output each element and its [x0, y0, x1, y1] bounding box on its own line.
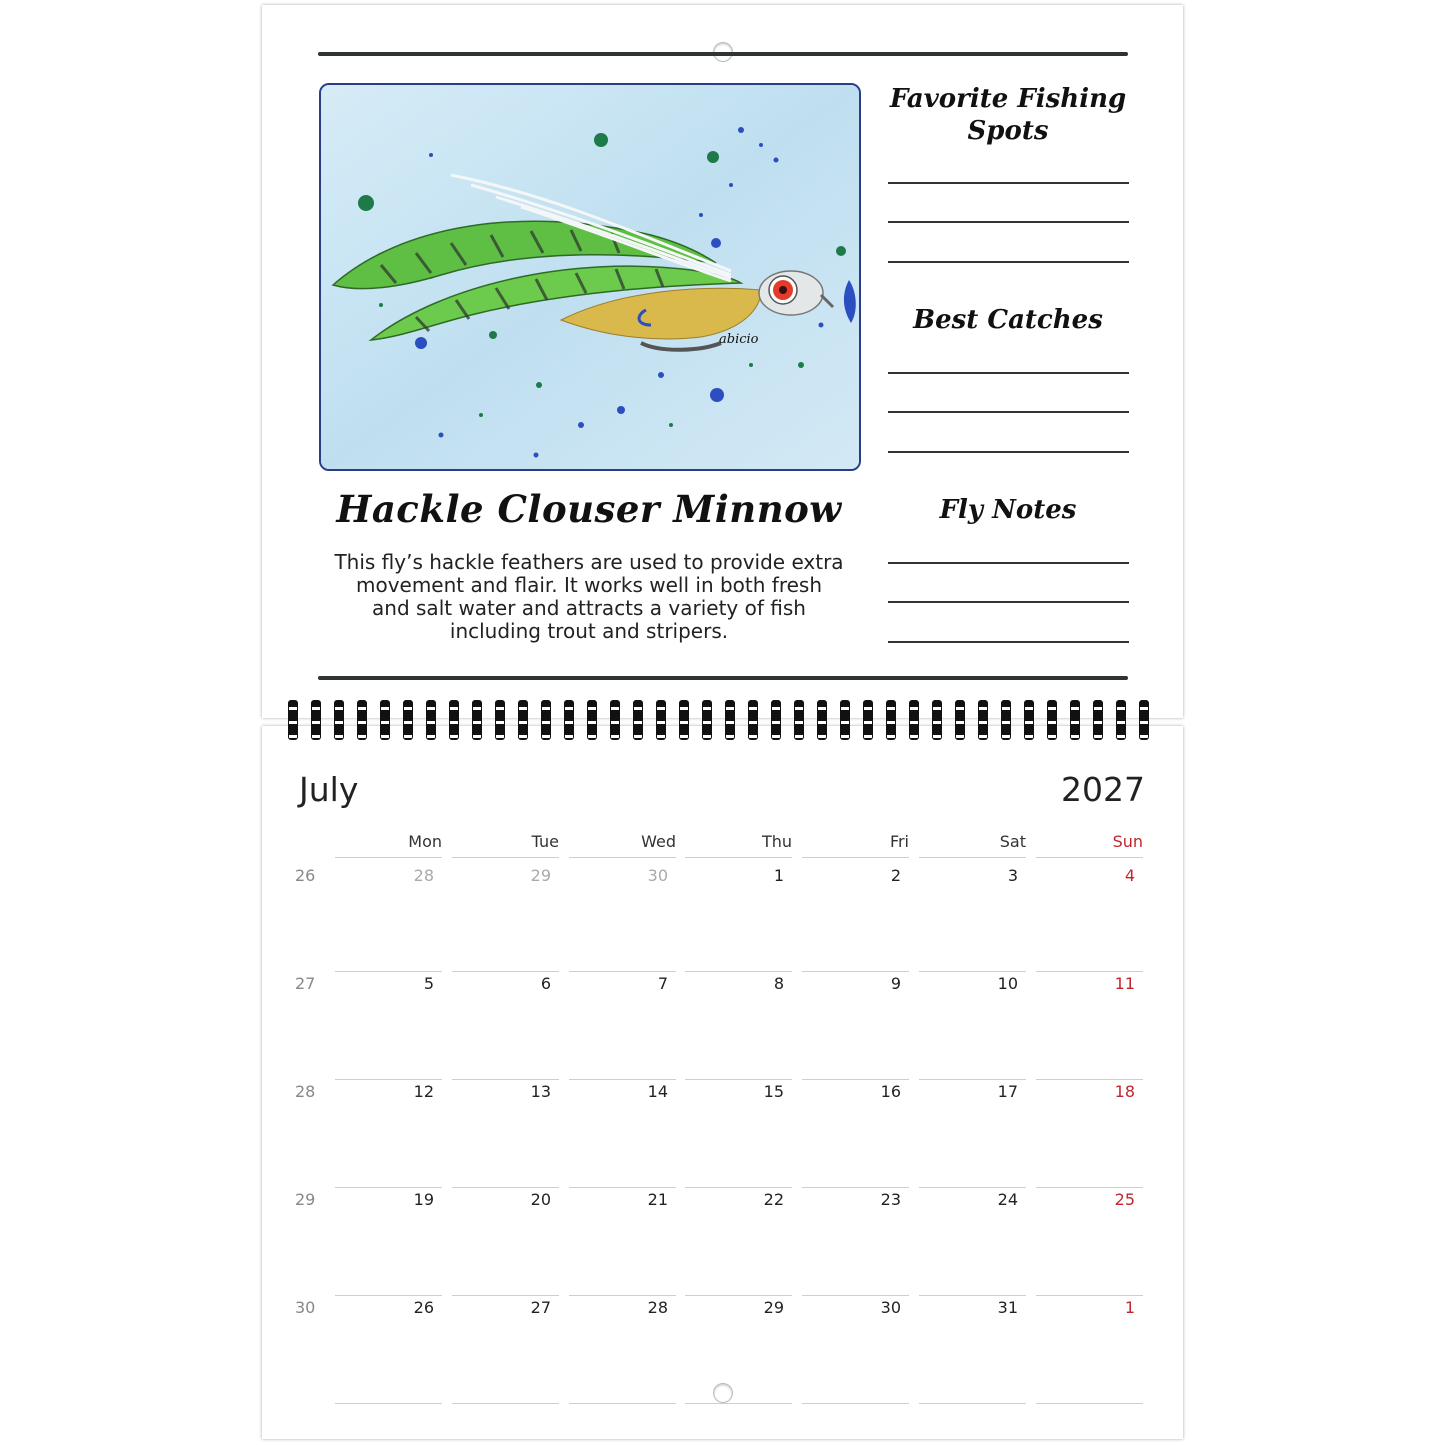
day-cell[interactable] — [919, 864, 1026, 972]
cell-divider — [802, 1403, 909, 1404]
day-number: 30 — [647, 866, 668, 885]
day-cell[interactable] — [919, 972, 1026, 1080]
day-cell[interactable] — [452, 864, 559, 972]
binding-ring — [679, 700, 689, 740]
day-number: 9 — [890, 974, 901, 993]
day-cell[interactable] — [1036, 864, 1143, 972]
day-number: 12 — [413, 1082, 434, 1101]
day-cell[interactable] — [569, 972, 676, 1080]
day-number: 15 — [763, 1082, 784, 1101]
write-line[interactable] — [888, 601, 1129, 603]
day-number: 13 — [530, 1082, 551, 1101]
binding-ring — [932, 700, 942, 740]
section-title-fly-notes: Fly Notes — [939, 495, 1077, 525]
binding-ring — [1047, 700, 1057, 740]
fly-description: This fly’s hackle feathers are used to provide extra movement and flair. It works well in both fresh and salt water and attracts a variety of fish including trout and stripers. — [334, 550, 844, 643]
day-number: 26 — [413, 1298, 434, 1317]
binding-ring — [771, 700, 781, 740]
weekday-header: Thu — [685, 832, 792, 858]
day-number: 21 — [647, 1190, 668, 1209]
cell-divider — [335, 1403, 442, 1404]
day-number: 6 — [540, 974, 551, 993]
day-cell[interactable] — [335, 1296, 442, 1404]
day-number: 16 — [880, 1082, 901, 1101]
binding-ring — [656, 700, 666, 740]
day-number: 4 — [1124, 866, 1135, 885]
cell-divider — [1036, 1403, 1143, 1404]
binding-ring — [541, 700, 551, 740]
day-number: 3 — [1007, 866, 1018, 885]
day-cell[interactable] — [685, 1296, 792, 1404]
binding-ring — [794, 700, 804, 740]
cell-divider — [685, 1403, 792, 1404]
binding-ring — [978, 700, 988, 740]
binding-ring — [426, 700, 436, 740]
day-number: 14 — [647, 1082, 668, 1101]
day-number: 1 — [1124, 1298, 1135, 1317]
top-divider — [318, 52, 1128, 56]
day-cell[interactable] — [452, 1296, 559, 1404]
month-label: July — [299, 770, 359, 809]
day-cell[interactable] — [919, 1296, 1026, 1404]
binding-ring — [863, 700, 873, 740]
binding-ring — [886, 700, 896, 740]
spiral-binding — [288, 700, 1158, 742]
section-title-best-catches: Best Catches — [913, 305, 1103, 335]
week-number: 30 — [295, 1298, 316, 1317]
day-number: 10 — [997, 974, 1018, 993]
write-line[interactable] — [888, 562, 1129, 564]
binding-ring — [564, 700, 574, 740]
day-number: 28 — [647, 1298, 668, 1317]
binding-ring — [403, 700, 413, 740]
cell-divider — [919, 1403, 1026, 1404]
day-number: 29 — [763, 1298, 784, 1317]
day-cell[interactable] — [685, 1188, 792, 1296]
weekday-header: Tue — [452, 832, 559, 858]
write-line[interactable] — [888, 261, 1129, 263]
binding-ring — [702, 700, 712, 740]
day-number: 25 — [1114, 1190, 1135, 1209]
write-line[interactable] — [888, 411, 1129, 413]
day-cell[interactable] — [335, 1080, 442, 1188]
day-cell[interactable] — [452, 1080, 559, 1188]
binding-ring — [1093, 700, 1103, 740]
day-cell[interactable] — [919, 1080, 1026, 1188]
day-number: 2 — [890, 866, 901, 885]
binding-ring — [1139, 700, 1149, 740]
day-cell[interactable] — [335, 1188, 442, 1296]
day-cell[interactable] — [919, 1188, 1026, 1296]
binding-ring — [334, 700, 344, 740]
weekday-header: Fri — [802, 832, 909, 858]
binding-ring — [1116, 700, 1126, 740]
binding-ring — [840, 700, 850, 740]
write-line[interactable] — [888, 182, 1129, 184]
day-cell[interactable] — [685, 972, 792, 1080]
binding-ring — [472, 700, 482, 740]
day-number: 20 — [530, 1190, 551, 1209]
week-number: 27 — [295, 974, 316, 993]
day-number: 27 — [530, 1298, 551, 1317]
binding-ring — [380, 700, 390, 740]
day-cell[interactable] — [685, 1080, 792, 1188]
binding-ring — [357, 700, 367, 740]
artist-signature: abicio — [719, 332, 759, 347]
weekday-header: Wed — [569, 832, 676, 858]
binding-ring — [495, 700, 505, 740]
calendar-month-page — [262, 726, 1183, 1439]
day-number: 29 — [530, 866, 551, 885]
day-cell[interactable] — [802, 864, 909, 972]
binding-ring — [1070, 700, 1080, 740]
day-number: 24 — [997, 1190, 1018, 1209]
binding-ring — [748, 700, 758, 740]
day-cell[interactable] — [335, 864, 442, 972]
binding-ring — [518, 700, 528, 740]
day-cell[interactable] — [335, 972, 442, 1080]
binding-ring — [1024, 700, 1034, 740]
binding-ring — [311, 700, 321, 740]
calendar-top-page — [262, 5, 1183, 718]
week-number: 28 — [295, 1082, 316, 1101]
day-cell[interactable] — [1036, 1188, 1143, 1296]
day-cell[interactable] — [569, 1188, 676, 1296]
section-title-fishing-spots: Favorite Fishing Spots — [889, 84, 1127, 146]
binding-ring — [633, 700, 643, 740]
day-cell[interactable] — [802, 1188, 909, 1296]
day-cell[interactable] — [802, 972, 909, 1080]
day-cell[interactable] — [1036, 1296, 1143, 1404]
binding-ring — [610, 700, 620, 740]
day-number: 17 — [997, 1082, 1018, 1101]
day-number: 31 — [997, 1298, 1018, 1317]
day-cell[interactable] — [685, 864, 792, 972]
day-cell[interactable] — [569, 1296, 676, 1404]
day-number: 28 — [413, 866, 434, 885]
week-number: 29 — [295, 1190, 316, 1209]
fly-title: Hackle Clouser Minnow — [336, 487, 842, 531]
hanging-hole — [713, 1383, 733, 1403]
weekday-header: Sat — [919, 832, 1026, 858]
day-number: 19 — [413, 1190, 434, 1209]
bottom-divider — [318, 676, 1128, 680]
day-cell[interactable] — [452, 972, 559, 1080]
fly-illustration — [319, 83, 861, 471]
write-line[interactable] — [888, 451, 1129, 453]
day-number: 11 — [1114, 974, 1135, 993]
binding-ring — [1001, 700, 1011, 740]
day-cell[interactable] — [1036, 972, 1143, 1080]
day-cell[interactable] — [802, 1296, 909, 1404]
day-number: 5 — [423, 974, 434, 993]
day-number: 22 — [763, 1190, 784, 1209]
year-label: 2027 — [1061, 770, 1145, 809]
day-cell[interactable] — [569, 864, 676, 972]
day-cell[interactable] — [802, 1080, 909, 1188]
binding-ring — [288, 700, 298, 740]
week-number: 26 — [295, 866, 316, 885]
day-cell[interactable] — [452, 1188, 559, 1296]
cell-divider — [452, 1403, 559, 1404]
day-number: 8 — [773, 974, 784, 993]
binding-ring — [449, 700, 459, 740]
binding-ring — [817, 700, 827, 740]
binding-ring — [955, 700, 965, 740]
binding-ring — [587, 700, 597, 740]
cell-divider — [569, 1403, 676, 1404]
day-number: 18 — [1114, 1082, 1135, 1101]
day-number: 1 — [773, 866, 784, 885]
binding-ring — [909, 700, 919, 740]
write-line[interactable] — [888, 641, 1129, 643]
write-line[interactable] — [888, 372, 1129, 374]
weekday-header: Mon — [335, 832, 442, 858]
binding-ring — [725, 700, 735, 740]
day-number: 30 — [880, 1298, 901, 1317]
day-cell[interactable] — [1036, 1080, 1143, 1188]
weekday-header: Sun — [1036, 832, 1143, 858]
day-number: 23 — [880, 1190, 901, 1209]
day-cell[interactable] — [569, 1080, 676, 1188]
write-line[interactable] — [888, 221, 1129, 223]
day-number: 7 — [657, 974, 668, 993]
